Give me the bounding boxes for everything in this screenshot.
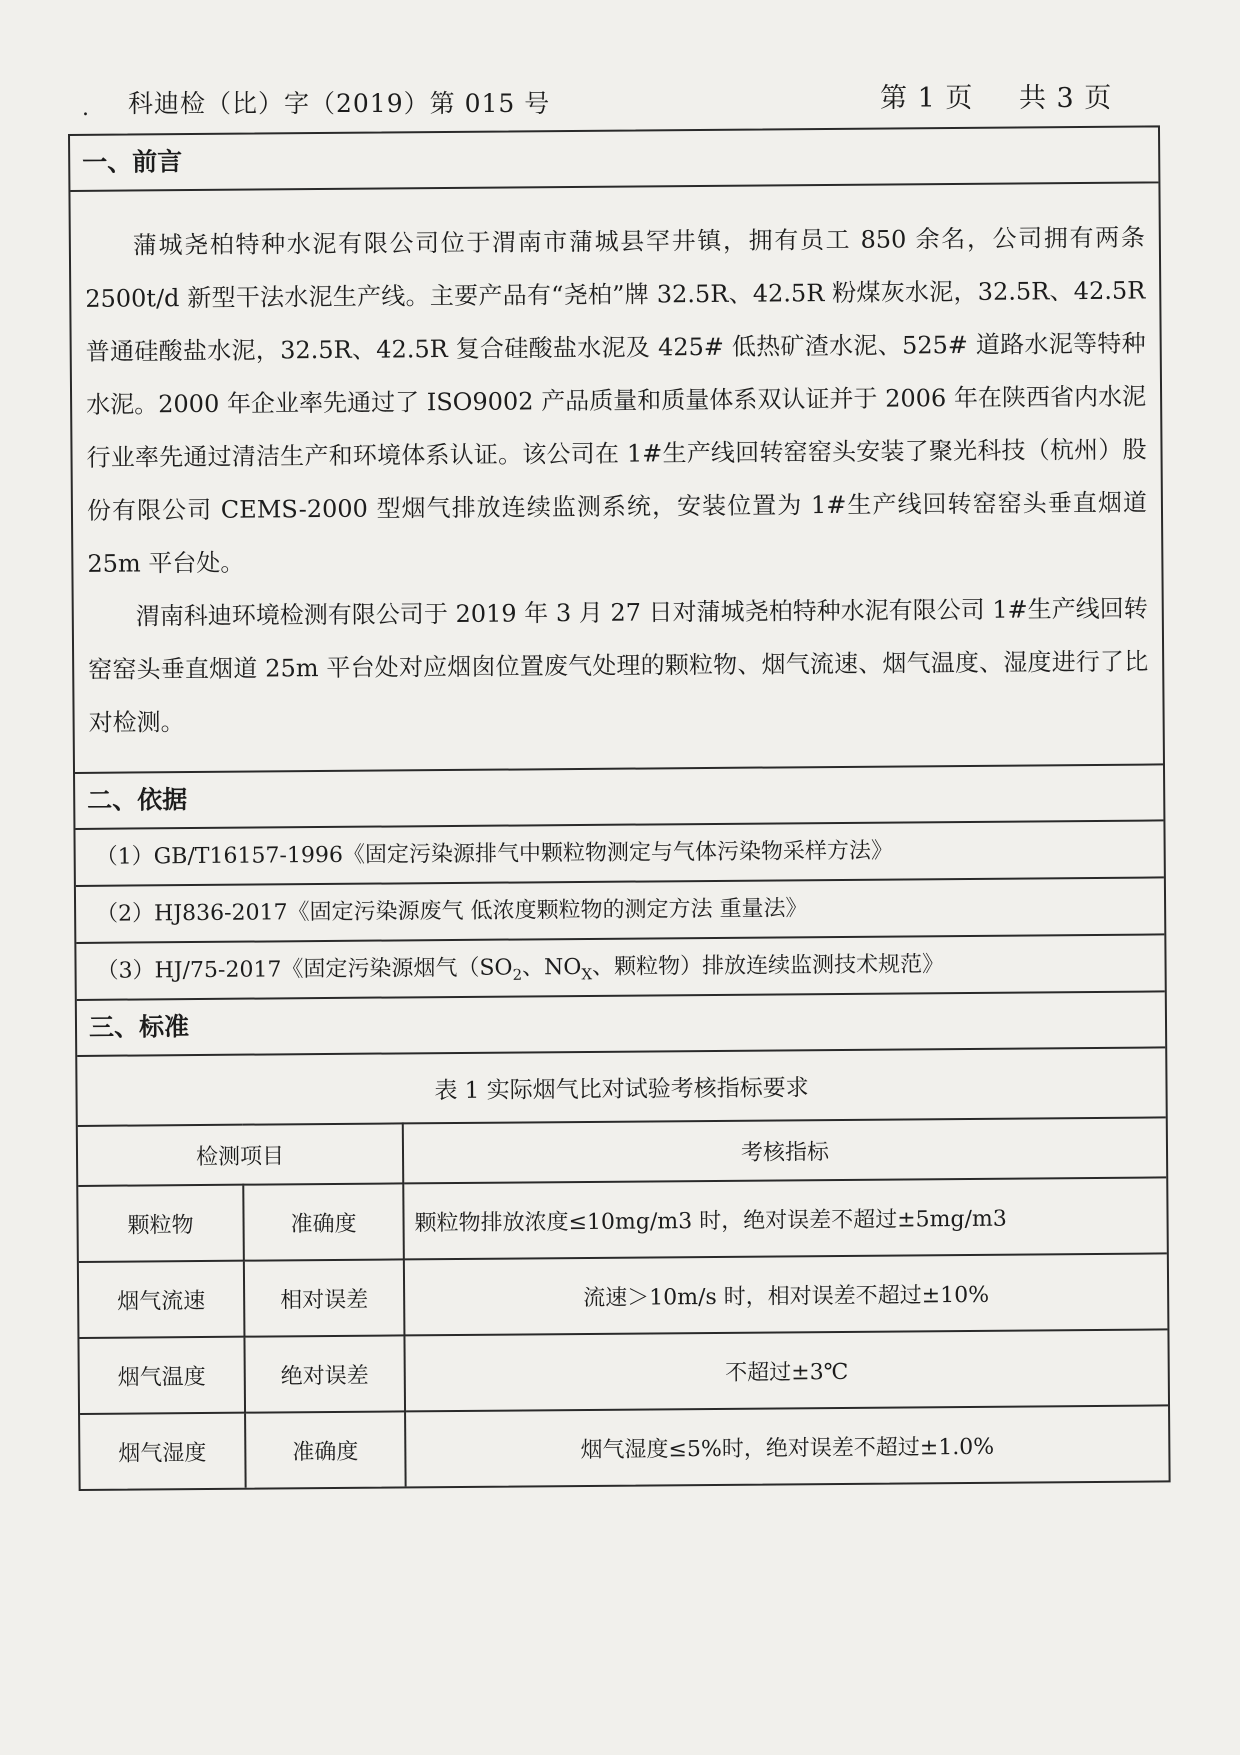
basis-item-3-prefix: （3）HJ/75-2017《固定污染源烟气（SO bbox=[96, 955, 513, 984]
basis-item-1: （1）GB/T16157-1996《固定污染源排气中颗粒物测定与气体污染物采样方法》 bbox=[75, 821, 1163, 887]
table-cell-item: 颗粒物 bbox=[78, 1185, 244, 1262]
table-header-indicator: 考核指标 bbox=[403, 1117, 1166, 1183]
table-row bbox=[80, 1405, 1169, 1489]
standard-table bbox=[77, 1048, 1168, 1489]
table-cell-indicator: 不超过±3℃ bbox=[404, 1329, 1168, 1411]
table-cell-item: 烟气流速 bbox=[79, 1261, 245, 1338]
report-frame bbox=[68, 125, 1171, 1491]
table-cell-indicator: 流速＞10m/s 时，相对误差不超过±10% bbox=[404, 1253, 1168, 1335]
table-row bbox=[79, 1253, 1168, 1338]
section-basis-title: 二、依据 bbox=[75, 765, 1163, 830]
table-cell-indicator: 烟气湿度≤5%时，绝对误差不超过±1.0% bbox=[405, 1405, 1169, 1486]
basis-item-3-sub2: X bbox=[581, 965, 593, 984]
table-header-item: 检测项目 bbox=[78, 1123, 403, 1186]
table-cell-type: 准确度 bbox=[245, 1411, 406, 1487]
table-cell-type: 相对误差 bbox=[244, 1259, 405, 1336]
page-total: 共 3 页 bbox=[1018, 83, 1113, 114]
table-cell-type: 准确度 bbox=[243, 1183, 404, 1260]
foreword-paragraph-2: 渭南科迪环境检测有限公司于 2019 年 3 月 27 日对蒲城尧柏特种水泥有限公司 1#生产线回转窑窑头垂直烟道 25m 平台处对应烟囱位置废气处理的颗粒物、烟气流速、烟气温度、湿度进行了比对检测。 bbox=[88, 594, 1149, 737]
basis-item-3-sub1: 2 bbox=[512, 965, 523, 984]
table-row bbox=[78, 1177, 1167, 1262]
basis-item-3-mid: 、NO bbox=[521, 954, 582, 981]
basis-item-2: （2）HJ836-2017《固定污染源废气 低浓度颗粒物的测定方法 重量法》 bbox=[76, 878, 1164, 944]
foreword-paragraph-1: 蒲城尧柏特种水泥有限公司位于渭南市蒲城县罕井镇，拥有员工 850 余名，公司拥有两条 2500t/d 新型干法水泥生产线。主要产品有“尧柏”牌 32.5R、42.5R 粉煤灰水泥，32.5R、42.5R 普通硅酸盐水泥，32.5R、42.5R 复合硅酸盐水泥及 425# 低热矿渣水泥、525# 道路水泥等特种水泥。2000 年企业率先通过了 ISO9002 产品质量和质量体系双认证并于 2006 年在陕西省内水泥行业率先通过清洁生产和环境体系认证。该公司在 1#生产线回转窑窑头安装了聚光科技（杭州）股份有限公司 CEMS-2000 型烟气排放连续监测系统，安装位置为 1#生产线回转窑窑头垂直烟道 25m 平台处。 bbox=[85, 223, 1148, 578]
table-cell-item: 烟气温度 bbox=[79, 1337, 245, 1414]
table-caption: 表 1 实际烟气比对试验考核指标要求 bbox=[77, 1048, 1166, 1126]
page-current: 第 1 页 bbox=[880, 83, 974, 114]
mark-dot: . bbox=[82, 96, 89, 121]
section-standard-title: 三、标准 bbox=[77, 992, 1165, 1057]
document-number: 科迪检（比）字（2019）第 015 号 bbox=[128, 89, 551, 118]
table-cell-type: 绝对误差 bbox=[244, 1335, 405, 1412]
page-indicator bbox=[880, 76, 1112, 115]
foreword-body bbox=[70, 183, 1163, 774]
section-foreword-title: 一、前言 bbox=[70, 127, 1158, 192]
basis-item-3 bbox=[76, 935, 1164, 1001]
table-cell-item: 烟气湿度 bbox=[80, 1413, 246, 1489]
basis-item-3-suffix: 、颗粒物）排放连续监测技术规范》 bbox=[591, 952, 945, 980]
page-header bbox=[0, 0, 1240, 135]
table-cell-indicator: 颗粒物排放浓度≤10mg/m3 时，绝对误差不超过±5mg/m3 bbox=[403, 1177, 1167, 1259]
table-row bbox=[79, 1329, 1168, 1414]
